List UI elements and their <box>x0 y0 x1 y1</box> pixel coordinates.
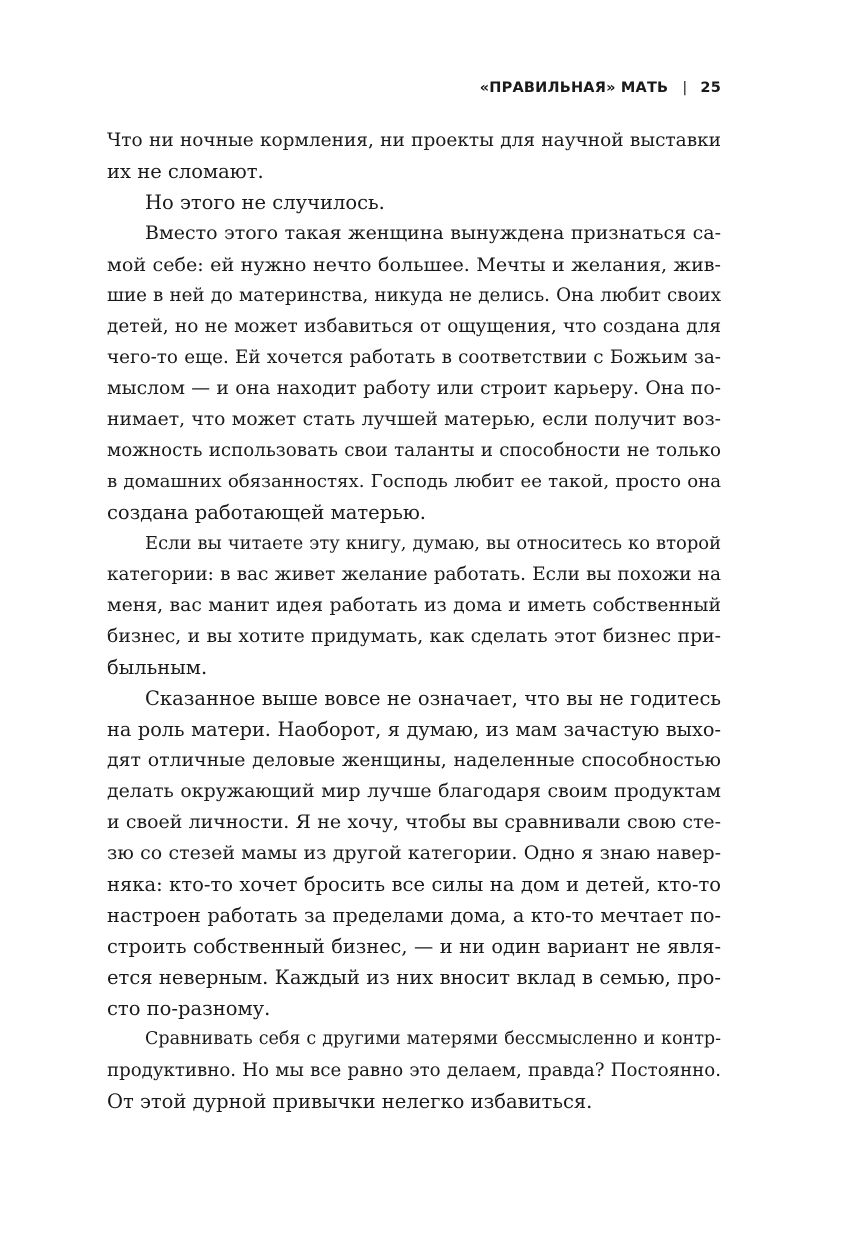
text-line: зю со стезей мамы из другой категории. Одно я знаю навер- <box>107 842 721 864</box>
text-line: быльным. <box>107 656 208 679</box>
running-head <box>107 80 721 96</box>
text-line: детей, но не может избавиться от ощущения, что создана для <box>107 316 721 337</box>
text-line: создана работающей матерью. <box>107 501 426 524</box>
page-number: 25 <box>700 80 721 96</box>
text-line: продуктивно. Но мы все равно это делаем, правда? Постоянно. <box>107 1060 721 1081</box>
text-line: сто по-разному. <box>107 997 271 1020</box>
text-line: на роль матери. Наоборот, я думаю, из мам зачастую выхо- <box>107 718 721 741</box>
text-line: мыслом — и она находит работу или строит карьеру. Она по- <box>107 378 721 399</box>
text-line: и своей личности. Я не хочу, чтобы вы сравнивали свою сте- <box>107 811 721 833</box>
text-line: няка: кто-то хочет бросить все силы на дом и детей, кто-то <box>107 873 721 896</box>
text-line: чего-то еще. Ей хочется работать в соответствии с Божьим за- <box>107 347 721 368</box>
text-line: шие в ней до материнства, никуда не делись. Она любит своих <box>107 285 721 306</box>
text-line: Если вы читаете эту книгу, думаю, вы относитесь ко второй <box>145 533 721 554</box>
text-line: Сравнивать себя с другими матерями бессмысленно и контр- <box>145 1029 721 1049</box>
chapter-title: «ПРАВИЛЬНАЯ» МАТЬ <box>479 80 669 96</box>
text-line: Сказанное выше вовсе не означает, что вы не годитесь <box>145 687 721 710</box>
body-text <box>107 125 721 1117</box>
text-line: От этой дурной привычки нелегко избавиться. <box>107 1090 593 1113</box>
text-line: Вместо этого такая женщина вынуждена признаться са- <box>145 222 721 244</box>
text-line: настроен работать за пределами дома, а кто-то мечтает по- <box>107 904 721 927</box>
text-line: можность использовать свои таланты и способности не только <box>107 440 721 461</box>
text-line: меня, вас манит идея работать из дома и иметь собственный <box>107 595 721 616</box>
text-line: их не сломают. <box>107 160 264 183</box>
text-line: нимает, что может стать лучшей матерью, если получит воз- <box>107 409 721 430</box>
text-line: в домашних обязанностях. Господь любит ее такой, просто она <box>107 471 721 492</box>
header-separator: | <box>682 80 688 96</box>
text-line: делать окружающий мир лучше благодаря своим продуктам <box>107 780 721 802</box>
text-line: ется неверным. Каждый из них вносит вклад в семью, про- <box>107 966 721 989</box>
text-line: строить собственный бизнес, — и ни один вариант не явля- <box>107 935 721 958</box>
text-line: Но этого не случилось. <box>145 191 385 214</box>
text-line: Что ни ночные кормления, ни проекты для научной выставки <box>107 130 721 151</box>
text-line: дят отличные деловые женщины, наделенные способностью <box>107 749 721 771</box>
text-line: категории: в вас живет желание работать. Если вы похожи на <box>107 564 721 585</box>
text-line: бизнес, и вы хотите придумать, как сделать этот бизнес при- <box>107 626 721 647</box>
text-line: мой себе: ей нужно нечто большее. Мечты и желания, жив- <box>107 253 721 276</box>
